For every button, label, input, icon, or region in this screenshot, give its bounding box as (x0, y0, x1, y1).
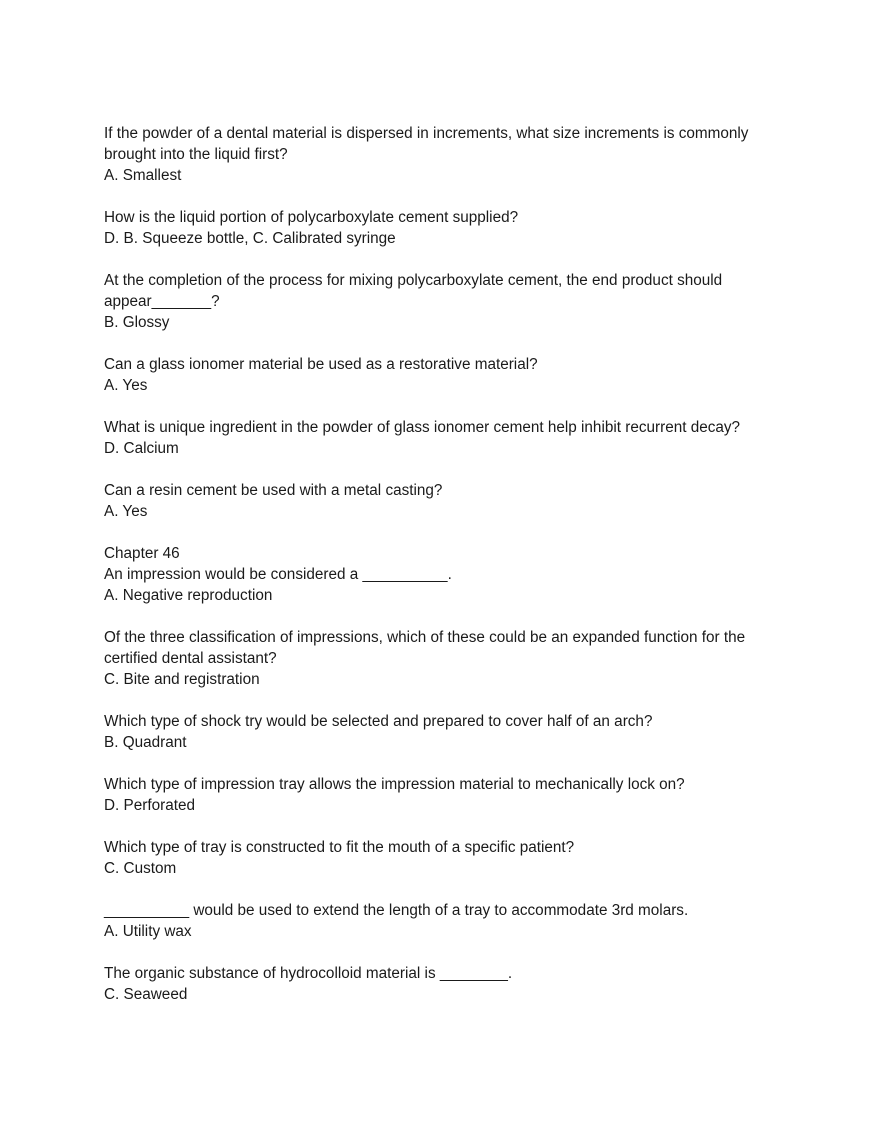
question-text: appear_______? (104, 293, 220, 310)
question-text: At the completion of the process for mixing polycarboxylate cement, the end product should (104, 272, 723, 289)
answer-text: A. Yes (104, 503, 148, 520)
answer-text: C. Custom (104, 860, 177, 877)
answer-text: B. Quadrant (104, 734, 187, 751)
question-text: certified dental assistant? (104, 650, 277, 667)
question-text: How is the liquid portion of polycarboxylate cement supplied? (104, 209, 519, 226)
qa-block (104, 963, 804, 1005)
question-text: brought into the liquid first? (104, 146, 288, 163)
qa-block (104, 417, 804, 459)
qa-block (104, 207, 804, 249)
question-text: An impression would be considered a __________. (104, 566, 452, 583)
question-text: Can a glass ionomer material be used as a restorative material? (104, 356, 538, 373)
question-text: Which type of impression tray allows the impression material to mechanically lock on? (104, 776, 685, 793)
chapter-heading: Chapter 46 (104, 545, 180, 562)
answer-text: A. Smallest (104, 167, 182, 184)
qa-block (104, 354, 804, 396)
qa-block (104, 900, 804, 942)
answer-text: A. Negative reproduction (104, 587, 273, 604)
answer-text: A. Utility wax (104, 923, 192, 940)
document-page (104, 123, 804, 1026)
question-text: Can a resin cement be used with a metal casting? (104, 482, 443, 499)
answer-text: D. Perforated (104, 797, 195, 814)
qa-block (104, 480, 804, 522)
qa-block (104, 627, 804, 690)
answer-text: A. Yes (104, 377, 148, 394)
qa-block (104, 711, 804, 753)
qa-block (104, 774, 804, 816)
answer-text: D. Calcium (104, 440, 179, 457)
question-text: Which type of shock try would be selected and prepared to cover half of an arch? (104, 713, 653, 730)
question-text: Of the three classification of impressions, which of these could be an expanded function for the (104, 629, 746, 646)
qa-block (104, 543, 804, 606)
answer-text: C. Seaweed (104, 986, 188, 1003)
question-text: Which type of tray is constructed to fit the mouth of a specific patient? (104, 839, 575, 856)
question-text: What is unique ingredient in the powder of glass ionomer cement help inhibit recurrent decay? (104, 419, 741, 436)
question-text: __________ would be used to extend the length of a tray to accommodate 3rd molars. (104, 902, 689, 919)
qa-block (104, 123, 804, 186)
answer-text: D. B. Squeeze bottle, C. Calibrated syringe (104, 230, 396, 247)
qa-block (104, 837, 804, 879)
question-text: The organic substance of hydrocolloid material is ________. (104, 965, 513, 982)
answer-text: B. Glossy (104, 314, 170, 331)
question-text: If the powder of a dental material is dispersed in increments, what size increments is commonly (104, 125, 749, 142)
answer-text: C. Bite and registration (104, 671, 260, 688)
qa-block (104, 270, 804, 333)
